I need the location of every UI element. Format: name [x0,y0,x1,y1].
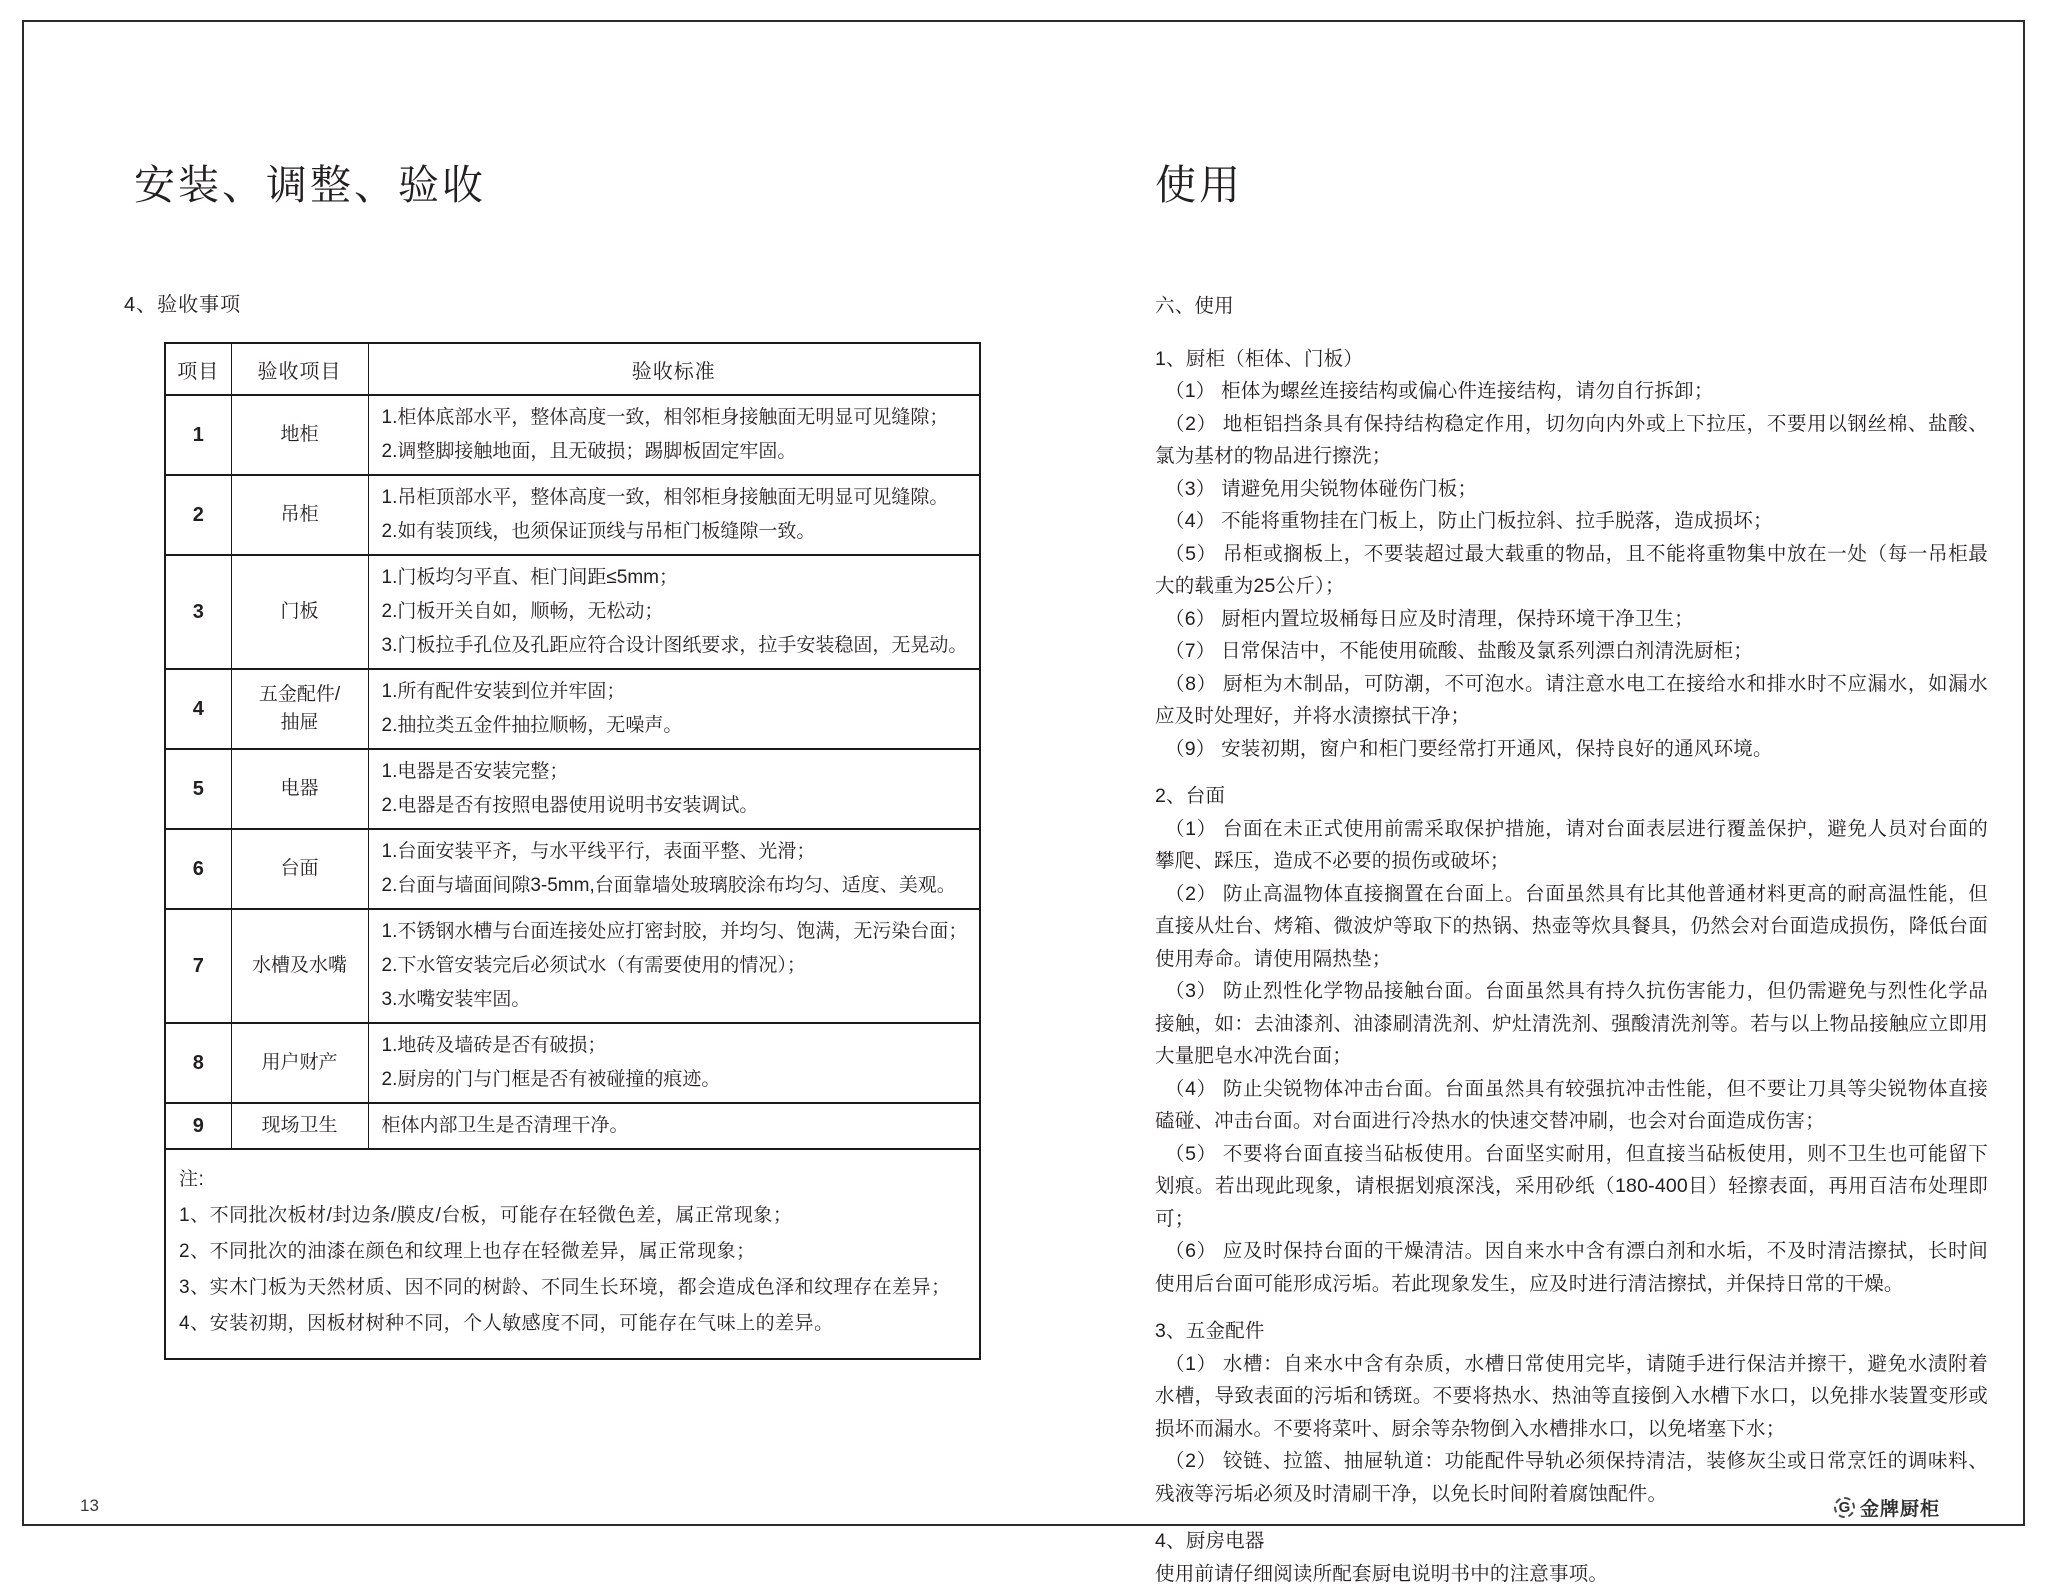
usage-paragraph: （4） 不能将重物挂在门板上，防止门板拉斜、拉手脱落，造成损坏； [1155,505,1988,538]
row-item [231,749,368,829]
page-number: 13 [80,1496,99,1516]
table-row [165,555,980,669]
usage-paragraph: （1） 台面在未正式使用前需采取保护措施，请对台面表层进行覆盖保护，避免人员对台面的攀爬、踩压，造成不必要的损伤或破坏； [1155,813,1988,878]
usage-paragraph: （5） 不要将台面直接当砧板使用。台面坚实耐用，但直接当砧板使用，则不卫生也可能留下划痕。若出现此现象，请根据划痕深浅，采用砂纸（180-400目）轻擦表面，再用百洁布处理即可； [1155,1138,1988,1236]
row-item-line: 地柜 [234,421,366,450]
row-standard-line: 1.电器是否安装完整； [382,755,970,789]
usage-paragraph: （2） 铰链、拉篮、抽屉轨道：功能配件导轨必须保持清洁，装修灰尘或日常烹饪的调味料、残液等污垢必须及时清刷干净，以免长时间附着腐蚀配件。 [1155,1445,1988,1510]
table-row [165,749,980,829]
left-page-title: 安装、调整、验收 [134,161,486,210]
usage-paragraph: （2） 地柜铝挡条具有保持结构稳定作用，切勿向内外或上下拉压，不要用以钢丝棉、盐酸、氯为基材的物品进行擦洗； [1155,408,1988,473]
usage-paragraph: （6） 厨柜内置垃圾桶每日应及时清理，保持环境干净卫生； [1155,603,1988,636]
table-header-row [165,343,980,395]
table-row [165,1023,980,1103]
acceptance-table-notes [165,1149,980,1359]
usage-subheading: 2、台面 [1155,780,1988,813]
table-row [165,475,980,555]
row-standard-line: 1.门板均匀平直、柜门间距≤5mm； [382,561,970,595]
page-frame [22,20,2025,1526]
row-standard-line: 1.所有配件安装到位并牢固； [382,675,970,709]
row-standard [368,555,980,669]
row-item-line: 现场卫生 [234,1112,366,1141]
acceptance-table [164,342,981,1360]
row-standard [368,909,980,1023]
acceptance-table-body [165,395,980,1149]
brand-g-icon: G [1834,1497,1855,1518]
brand-name: 金牌厨柜 [1860,1494,1940,1521]
usage-paragraph: 使用前请仔细阅读所配套厨电说明书中的注意事项。 [1155,1558,1988,1590]
usage-paragraph: （5） 吊柜或搁板上，不要装超过最大载重的物品，且不能将重物集中放在一处（每一吊柜最大的载重为25公斤）； [1155,538,1988,603]
row-number: 9 [165,1103,231,1149]
usage-section-heading: 六、使用 [1155,290,1988,323]
usage-paragraph: （8） 厨柜为木制品，可防潮，不可泡水。请注意水电工在接给水和排水时不应漏水，如漏水应及时处理好，并将水渍擦拭干净； [1155,668,1988,733]
note-line: 3、实木门板为天然材质、因不同的树龄、不同生长环境，都会造成色泽和纹理存在差异； [179,1270,965,1306]
row-standard-line: 1.吊柜顶部水平，整体高度一致，相邻柜身接触面无明显可见缝隙。 [382,481,970,515]
row-standard-line: 2.调整脚接触地面，且无破损；踢脚板固定牢固。 [382,435,970,469]
usage-paragraph: （1） 水槽：自来水中含有杂质，水槽日常使用完毕，请随手进行保洁并擦干，避免水渍附着水槽，导致表面的污垢和锈斑。不要将热水、热油等直接倒入水槽下水口，以免排水装置变形或损坏而漏水。不要将菜叶、厨余等杂物倒入水槽排水口，以免堵塞下水； [1155,1348,1988,1446]
row-item [231,829,368,909]
row-standard-line: 1.地砖及墙砖是否有破损； [382,1029,970,1063]
usage-paragraph: （6） 应及时保持台面的干燥清洁。因自来水中含有漂白剂和水垢，不及时清洁擦拭，长时间使用后台面可能形成污垢。若此现象发生，应及时进行清洁擦拭，并保持日常的干燥。 [1155,1235,1988,1300]
row-item-line: 五金配件/ [234,681,366,710]
note-line: 4、安装初期，因板材树种不同，个人敏感度不同，可能存在气味上的差异。 [179,1306,965,1342]
table-row [165,669,980,749]
row-standard-line: 1.柜体底部水平，整体高度一致，相邻柜身接触面无明显可见缝隙； [382,401,970,435]
row-standard [368,395,980,475]
row-standard [368,669,980,749]
note-line: 2、不同批次的油漆在颜色和纹理上也存在轻微差异，属正常现象； [179,1234,965,1270]
row-number: 2 [165,475,231,555]
usage-paragraph: （3） 防止烈性化学物品接触台面。台面虽然具有持久抗伤害能力，但仍需避免与烈性化学品接触，如：去油漆剂、油漆刷清洗剂、炉灶清洗剂、强酸清洗剂等。若与以上物品接触应立即用大量肥皂水冲洗台面； [1155,975,1988,1073]
usage-paragraph: （1） 柜体为螺丝连接结构或偏心件连接结构，请勿自行拆卸； [1155,375,1988,408]
row-number: 4 [165,669,231,749]
usage-paragraph: （2） 防止高温物体直接搁置在台面上。台面虽然具有比其他普通材料更高的耐高温性能，但直接从灶台、烤箱、微波炉等取下的热锅、热壶等炊具餐具，仍然会对台面造成损伤，降低台面使用寿命。请使用隔热垫； [1155,878,1988,976]
table-row [165,395,980,475]
row-standard-line: 2.门板开关自如，顺畅，无松动； [382,595,970,629]
header-item-name: 验收项目 [231,343,368,395]
row-standard [368,1103,980,1149]
row-standard-line: 2.下水管安装完后必须试水（有需要使用的情况）； [382,949,970,983]
row-item [231,909,368,1023]
row-item-line: 台面 [234,855,366,884]
row-item [231,395,368,475]
table-row [165,1103,980,1149]
right-page-title: 使用 [1155,161,1243,210]
row-standard-line: 2.厨房的门与门框是否有被碰撞的痕迹。 [382,1063,970,1097]
usage-subheading: 3、五金配件 [1155,1315,1988,1348]
row-standard-line: 2.台面与墙面间隙3-5mm,台面靠墙处玻璃胶涂布均匀、适度、美观。 [382,869,970,903]
notes-title: 注: [179,1162,965,1198]
row-item [231,669,368,749]
usage-paragraph: （4） 防止尖锐物体冲击台面。台面虽然具有较强抗冲击性能，但不要让刀具等尖锐物体直接磕碰、冲击台面。对台面进行冷热水的快速交替冲刷，也会对台面造成伤害； [1155,1073,1988,1138]
row-item [231,1103,368,1149]
row-item [231,475,368,555]
row-standard-line: 2.抽拉类五金件抽拉顺畅，无噪声。 [382,709,970,743]
row-standard-line: 3.门板拉手孔位及孔距应符合设计图纸要求，拉手安装稳固，无晃动。 [382,629,970,663]
acceptance-section-label: 4、验收事项 [124,288,241,317]
brand-logo [1834,1494,1940,1521]
row-item-line: 水槽及水嘴 [234,952,366,981]
row-standard-line: 1.台面安装平齐，与水平线平行，表面平整、光滑； [382,835,970,869]
table-notes-cell [165,1149,980,1359]
row-number: 1 [165,395,231,475]
row-standard-line: 1.不锈钢水槽与台面连接处应打密封胶，并均匀、饱满，无污染台面； [382,915,970,949]
note-line: 1、不同批次板材/封边条/膜皮/台板，可能存在轻微色差，属正常现象； [179,1198,965,1234]
row-standard-line: 2.电器是否有按照电器使用说明书安装调试。 [382,789,970,823]
table-row [165,909,980,1023]
row-number: 8 [165,1023,231,1103]
table-row [165,829,980,909]
row-number: 3 [165,555,231,669]
usage-subheading: 4、厨房电器 [1155,1525,1988,1558]
usage-paragraph: （3） 请避免用尖锐物体碰伤门板； [1155,473,1988,506]
row-standard [368,749,980,829]
row-standard [368,1023,980,1103]
header-standard: 验收标准 [368,343,980,395]
row-number: 6 [165,829,231,909]
row-standard-line: 柜体内部卫生是否清理干净。 [382,1109,970,1143]
usage-subheading: 1、厨柜（柜体、门板） [1155,343,1988,376]
header-item-no: 项目 [165,343,231,395]
row-item-line: 门板 [234,598,366,627]
row-standard [368,829,980,909]
usage-body [1155,290,1988,1590]
usage-paragraph: （9） 安装初期，窗户和柜门要经常打开通风，保持良好的通风环境。 [1155,733,1988,766]
row-item-line: 电器 [234,775,366,804]
row-item-line: 抽屉 [234,709,366,738]
table-notes-row [165,1149,980,1359]
row-number: 5 [165,749,231,829]
acceptance-table-head [165,343,980,395]
row-item [231,1023,368,1103]
row-standard [368,475,980,555]
row-item [231,555,368,669]
row-item-line: 吊柜 [234,501,366,530]
row-standard-line: 2.如有装顶线，也须保证顶线与吊柜门板缝隙一致。 [382,515,970,549]
row-number: 7 [165,909,231,1023]
row-item-line: 用户财产 [234,1049,366,1078]
row-standard-line: 3.水嘴安装牢固。 [382,983,970,1017]
usage-paragraph: （7） 日常保洁中，不能使用硫酸、盐酸及氯系列漂白剂清洗厨柜； [1155,635,1988,668]
